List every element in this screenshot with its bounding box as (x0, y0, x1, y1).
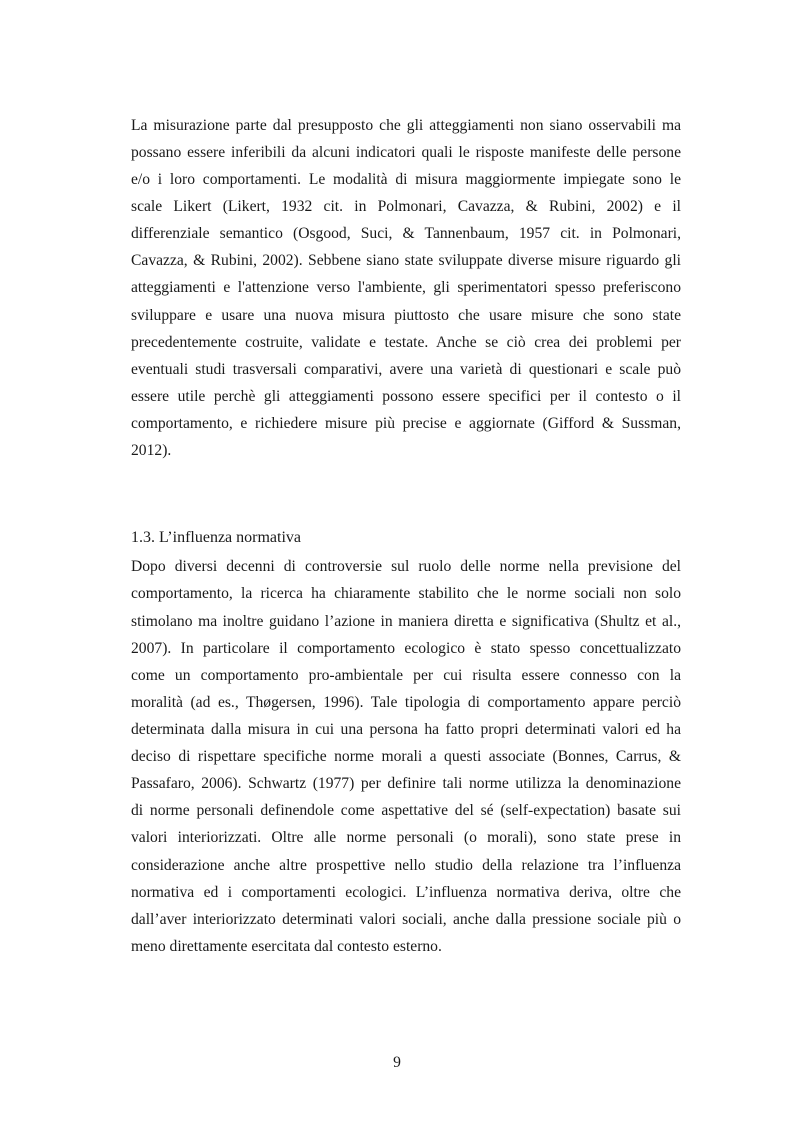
section-heading: 1.3. L’influenza normativa (131, 529, 302, 546)
text-line: deciso di rispettare specifiche norme morali a questi associate (Bonnes, Carrus, & (131, 748, 681, 765)
text-line: normativa ed i comportamenti ecologici. L’influenza normativa deriva, oltre che (131, 884, 681, 901)
text-line: e/o i loro comportamenti. Le modalità di misura maggiormente impiegate sono le (131, 171, 681, 188)
text-line: stimolano ma inoltre guidano l’azione in maniera diretta e significativa (Shultz et al., (131, 613, 681, 630)
text-line: 2012). (131, 442, 172, 459)
text-line: moralità (ad es., Thøgersen, 1996). Tale tipologia di comportamento appare perciò (131, 694, 681, 711)
text-line: atteggiamenti e l'attenzione verso l'ambiente, gli sperimentatori spesso preferiscono (131, 279, 681, 296)
text-line: Dopo diversi decenni di controversie sul ruolo delle norme nella previsione del (131, 558, 681, 575)
text-line: comportamento, la ricerca ha chiaramente stabilito che le norme sociali non solo (131, 585, 681, 602)
text-line: scale Likert (Likert, 1932 cit. in Polmonari, Cavazza, & Rubini, 2002) e il (131, 198, 681, 215)
text-line: precedentemente costruite, validate e testate. Anche se ciò crea dei problemi per (131, 334, 681, 351)
text-line: come un comportamento pro-ambientale per cui risulta essere connesso con la (131, 667, 681, 684)
text-line: Cavazza, & Rubini, 2002). Sebbene siano state sviluppate diverse misure riguardo gli (131, 252, 681, 269)
text-line: determinata dalla misura in cui una persona ha fatto propri determinati valori ed ha (131, 721, 681, 738)
text-line: valori interiorizzati. Oltre alle norme personali (o morali), sono state prese in (131, 829, 681, 846)
text-line: Passafaro, 2006). Schwartz (1977) per definire tali norme utilizza la denominazione (131, 775, 681, 792)
text-line: differenziale semantico (Osgood, Suci, & Tannenbaum, 1957 cit. in Polmonari, (131, 225, 681, 242)
text-line: possano essere inferibili da alcuni indicatori quali le risposte manifeste delle persone (131, 144, 681, 161)
text-line: eventuali studi trasversali comparativi, avere una varietà di questionari e scale può (131, 361, 681, 378)
text-line: considerazione anche altre prospettive nello studio della relazione tra l’influenza (131, 857, 681, 874)
text-line: La misurazione parte dal presupposto che gli atteggiamenti non siano osservabili ma (131, 117, 681, 134)
text-line: essere utile perchè gli atteggiamenti possono essere specifici per il contesto o il (131, 388, 681, 405)
text-line: sviluppare e usare una nuova misura piuttosto che usare misure che sono state (131, 307, 681, 324)
text-line: 2007). In particolare il comportamento ecologico è stato spesso concettualizzato (131, 640, 681, 657)
page-number: 9 (393, 1054, 401, 1071)
text-line: comportamento, e richiedere misure più precise e aggiornate (Gifford & Sussman, (131, 415, 681, 432)
text-line: meno direttamente esercitata dal contesto esterno. (131, 938, 442, 955)
text-line: di norme personali definendole come aspettative del sé (self-expectation) basate sui (131, 802, 681, 819)
text-line: dall’aver interiorizzato determinati valori sociali, anche dalla pressione sociale più o (131, 911, 681, 928)
